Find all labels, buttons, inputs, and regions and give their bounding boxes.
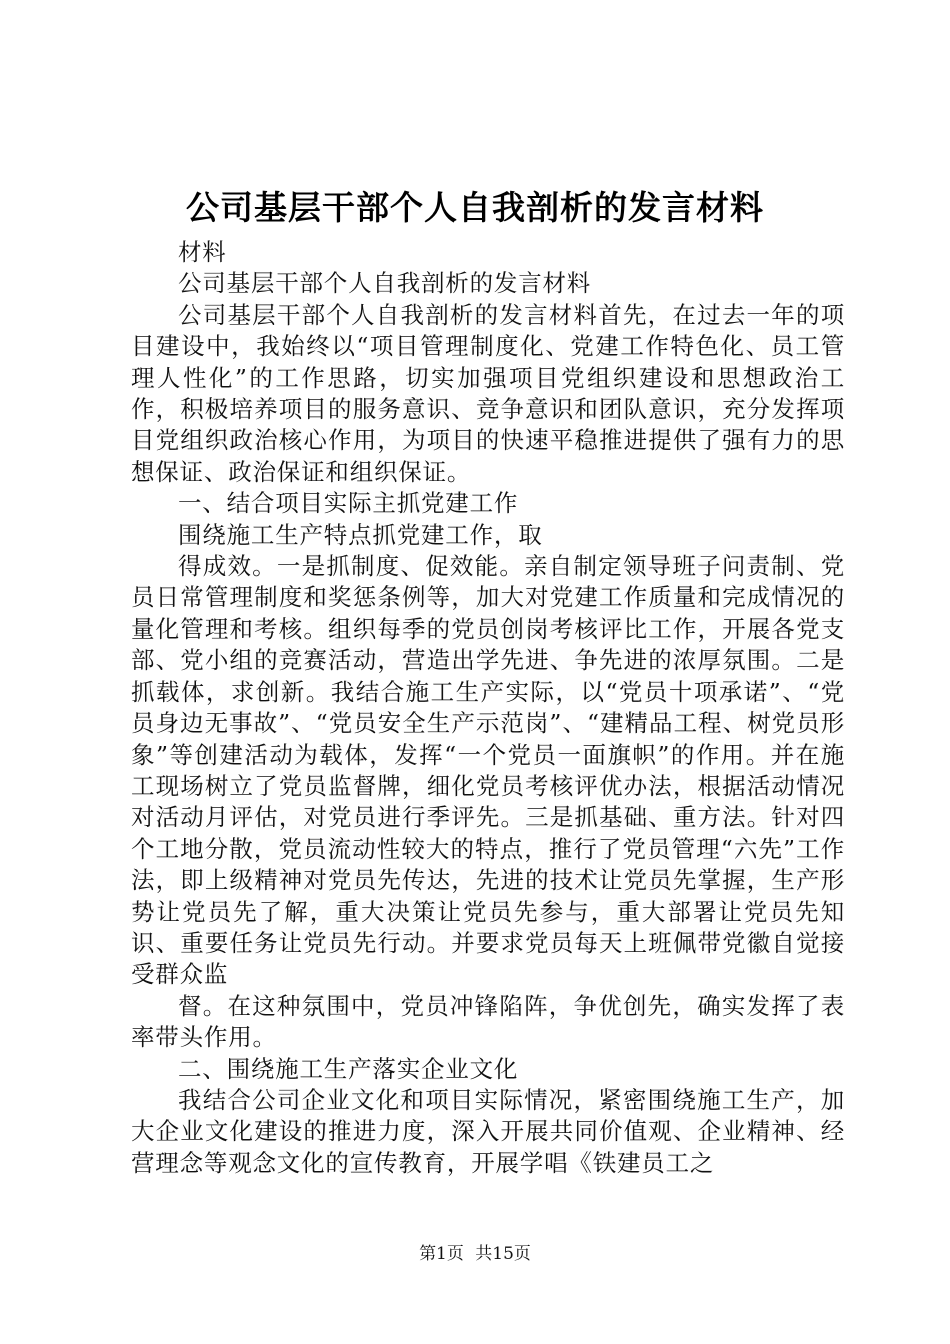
paragraph: 公司基层干部个人自我剖析的发言材料首先，在过去一年的项目建设中，我始终以“项目管理制度化、党建工作特色化、员工管理人性化”的工作思路，切实加强项目党组织建设和思想政治工作，积极培养项目的服务意识、竞争意识和团队意识，充分发挥项目党组织政治核心作用，为项目的快速平稳推进提供了强有力的思想保证、政治保证和组织保证。	[131, 300, 845, 486]
paragraph: 公司基层干部个人自我剖析的发言材料	[178, 269, 592, 298]
paragraph: 围绕施工生产特点抓党建工作，取	[178, 520, 543, 549]
document-title: 公司基层干部个人自我剖析的发言材料	[186, 188, 764, 227]
page-footer	[0, 1242, 950, 1266]
page-total: 共15页	[475, 1244, 531, 1264]
document-body	[131, 237, 845, 1179]
page-number: 第1页	[419, 1244, 464, 1264]
paragraph: 我结合公司企业文化和项目实际情况，紧密围绕施工生产，加大企业文化建设的推进力度，深入开展共同价值观、企业精神、经营理念等观念文化的宣传教育，开展学唱《铁建员工之	[131, 1085, 845, 1177]
section-heading: 二、围绕施工生产落实企业文化	[178, 1054, 519, 1083]
paragraph: 得成效。一是抓制度、促效能。亲自制定领导班子问责制、党员日常管理制度和奖惩条例等，加大对党建工作质量和完成情况的量化管理和考核。组织每季的党员创岗考核评比工作，开展各党支部、党小组的竞赛活动，营造出学先进、争先进的浓厚氛围。二是抓载体，求创新。我结合施工生产实际，以“党员十项承诺”、“党员身边无事故”、“党员安全生产示范岗”、“建精品工程、树党员形象”等创建活动为载体，发挥“一个党员一面旗帜”的作用。并在施工现场树立了党员监督牌，细化党员考核评优办法，根据活动情况对活动月评估，对党员进行季评先。三是抓基础、重方法。针对四个工地分散，党员流动性较大的特点，推行了党员管理“六先”工作法，即上级精神对党员先传达，先进的技术让党员先掌握，生产形势让党员先了解，重大决策让党员先参与，重大部署让党员先知识、重要任务让党员先行动。并要求党员每天上班佩带党徽自觉接受群众监	[131, 552, 845, 989]
paragraph: 督。在这种氛围中，党员冲锋陷阵，争优创先，确实发挥了表率带头作用。	[131, 991, 845, 1052]
section-heading: 一、结合项目实际主抓党建工作	[178, 489, 519, 518]
paragraph: 材料	[178, 238, 227, 266]
